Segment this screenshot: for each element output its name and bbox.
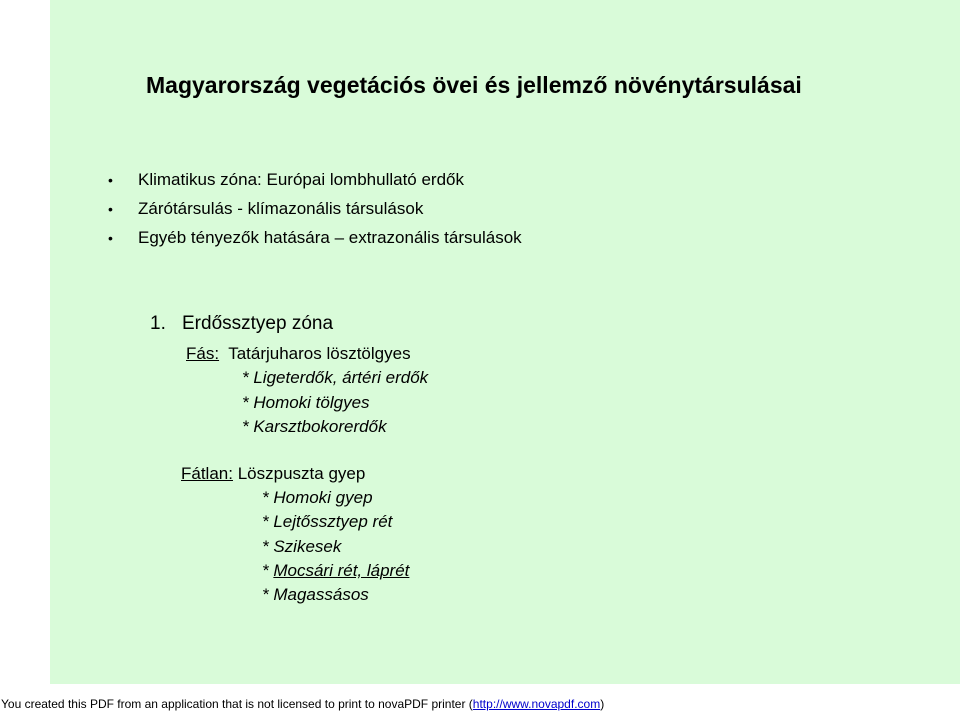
fatlan-label: Fátlan: — [181, 464, 233, 483]
fas-item: * Ligeterdők, ártéri erdők — [242, 368, 429, 387]
footer-text: You created this PDF from an application that is not licensed to print to novaPDF printer ( — [1, 697, 473, 711]
mocsari-link[interactable]: Mocsári rét, láprét — [273, 561, 410, 580]
zone-heading — [150, 313, 333, 335]
fatlan-item: * Homoki gyep — [262, 488, 373, 507]
slide — [50, 0, 960, 684]
fas-first: Tatárjuharos lösztölgyes — [228, 344, 411, 363]
fatlan-first: Löszpuszta gyep — [237, 464, 366, 483]
zone-name: Erdőssztyep zóna — [182, 313, 334, 334]
fatlan-item: * Magassásos — [262, 585, 369, 604]
bullet-list — [108, 167, 522, 254]
slide-title: Magyarország vegetációs övei és jellemző növénytársulásai — [146, 72, 802, 98]
fatlan-line — [181, 462, 365, 486]
bullet-item — [108, 167, 522, 196]
fas-line — [186, 342, 411, 366]
mocsari-prefix: * — [262, 561, 274, 580]
bullet-item — [108, 196, 522, 225]
fas-label: Fás: — [186, 344, 220, 363]
fatlan-item: * Szikesek — [262, 537, 342, 556]
bullet-icon: • — [108, 201, 113, 217]
bullet-icon: • — [108, 172, 113, 188]
fatlan-item: * Lejtőssztyep rét — [262, 512, 393, 531]
pdf-footer — [0, 694, 960, 716]
fas-item: * Karsztbokorerdők — [242, 417, 387, 436]
fas-item: * Homoki tölgyes — [242, 393, 370, 412]
footer-link[interactable]: http://www.novapdf.com — [472, 697, 601, 711]
bullet-text: Zárótársulás - klímazonális társulások — [138, 199, 424, 218]
bullet-text: Egyéb tényezők hatására – extrazonális társulások — [138, 228, 522, 247]
fatlan-item-mocsari — [262, 559, 409, 583]
zone-number: 1. — [150, 313, 166, 334]
footer-close: ) — [600, 697, 605, 711]
bullet-item — [108, 225, 522, 254]
bullet-icon: • — [108, 230, 113, 246]
bullet-text: Klimatikus zóna: Európai lombhullató erdők — [138, 170, 465, 189]
